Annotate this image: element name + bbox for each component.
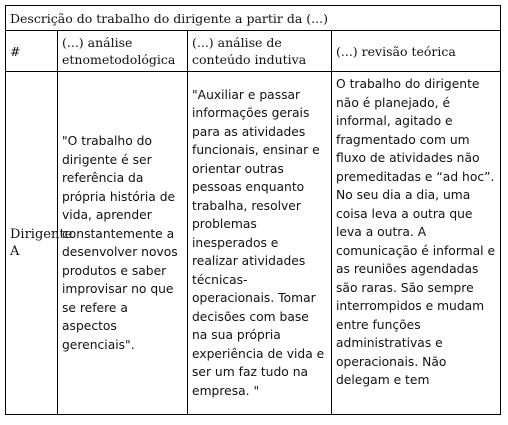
cell-theory-review: O trabalho do dirigente não é planejado, é informal, agitado e fragmentado com um fluxo de atividades não premeditadas e “ad hoc”. No seu dia a dia, uma coisa leva a outra que leva a outra. A comunicação é informal e as reuniões agendadas são raras. São sempre interrompidos e mudam entre funções administrativas e operacionais. Não delegam e tem — [332, 72, 501, 415]
header-ethnomethodological: (...) análise etnometodológica — [58, 31, 188, 72]
description-table-container — [5, 5, 501, 415]
header-content-analysis: (...) análise de conteúdo indutiva — [188, 31, 332, 72]
cell-ethnomethodological: "O trabalho do dirigente é ser referência da própria história de vida, aprender constantemente a desenvolver novos produtos e saber improvisar no que se refere a aspectos gerenciais". — [58, 72, 188, 415]
row-label-dirigente-a: Dirigente A — [6, 72, 58, 415]
table-title-row — [6, 6, 501, 31]
table-title: Descrição do trabalho do dirigente a partir da (...) — [6, 6, 501, 31]
table-header-row — [6, 31, 501, 72]
header-theory-review: (...) revisão teórica — [332, 31, 501, 72]
description-table — [5, 5, 501, 415]
table-row — [6, 72, 501, 415]
cell-content-analysis: "Auxiliar e passar informações gerais para as atividades funcionais, ensinar e orientar outras pessoas enquanto trabalha, resolver problemas inesperados e realizar atividades técnicas-operacionais. Tomar decisões com base na sua própria experiência de vida e ser um faz tudo na empresa. " — [188, 72, 332, 415]
header-number: # — [6, 31, 58, 72]
